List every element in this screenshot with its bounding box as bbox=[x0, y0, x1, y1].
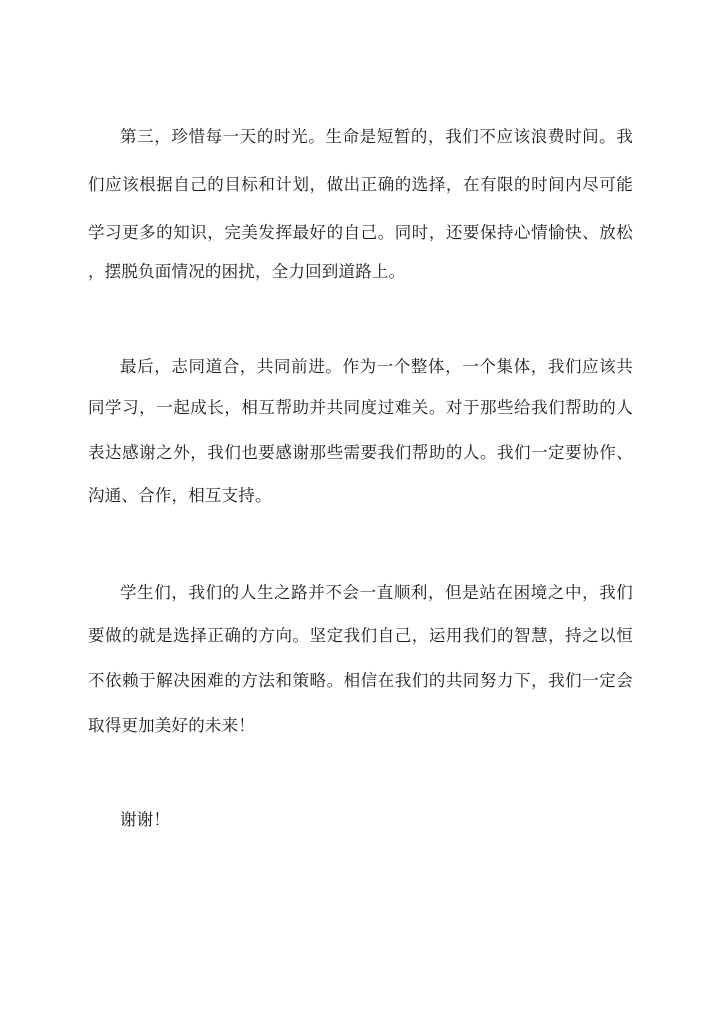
paragraph-line: 取得更加美好的未来！ bbox=[88, 716, 255, 735]
paragraph-line: 沟通、合作，相互支持。 bbox=[88, 486, 272, 505]
paragraph-line: 第三，珍惜每一天的时光。生命是短暂的，我们不应该浪费时间。我 bbox=[120, 127, 633, 146]
paragraph-line: 不依赖于解决困难的方法和策略。相信在我们的共同努力下，我们一定会 bbox=[88, 671, 633, 690]
paragraph-line: 谢谢！ bbox=[120, 810, 171, 829]
paragraph-line: 学生们，我们的人生之路并不会一直顺利，但是站在困境之中，我们 bbox=[120, 583, 633, 602]
paragraph-line: 要做的就是选择正确的方向。坚定我们自己，运用我们的智慧，持之以恒 bbox=[88, 626, 633, 645]
paragraph-line: 们应该根据自己的目标和计划，做出正确的选择，在有限的时间内尽可能 bbox=[88, 175, 633, 194]
paragraph-line: 同学习，一起成长，相互帮助并共同度过难关。对于那些给我们帮助的人 bbox=[88, 398, 633, 417]
paragraph-line: 表达感谢之外，我们也要感谢那些需要我们帮助的人。我们一定要协作、 bbox=[88, 443, 633, 462]
paragraph-line: 最后，志同道合，共同前进。作为一个整体，一个集体，我们应该共 bbox=[120, 357, 633, 376]
paragraph-line: ，摆脱负面情况的困扰，全力回到道路上。 bbox=[88, 262, 406, 281]
paragraph-line: 学习更多的知识，完美发挥最好的自己。同时，还要保持心情愉快、放松 bbox=[88, 223, 633, 242]
